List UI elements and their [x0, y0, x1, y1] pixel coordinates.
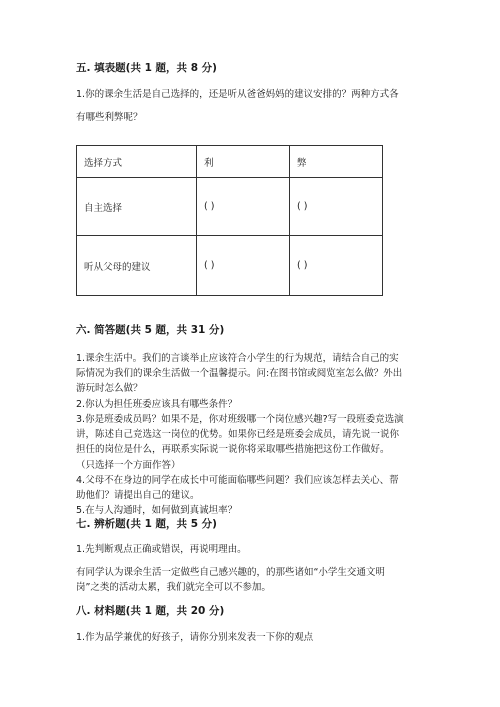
question-line: 5.在与人沟通时，如何做到真诚坦率？ [76, 505, 238, 516]
question-line: 游玩时怎么做？ [76, 383, 143, 394]
statement-line: 有同学认为课余生活一定做些自己感兴趣的，的那些诸如“小学生交通文明 [76, 567, 385, 578]
table-cell: 听从父母的建议 [77, 236, 197, 296]
table-cell: 自主选择 [77, 178, 197, 236]
answer-blank: ( ) [290, 178, 383, 236]
pros-cons-table [76, 145, 383, 296]
answer-blank: ( ) [290, 236, 383, 296]
question-line: 担任的岗位是什么，再联系实际说一说你将采取哪些措施把这份工作做好。 [76, 444, 390, 455]
table-header-cell: 利 [197, 146, 290, 178]
question-line: 讲，陈述自己竞选这一岗位的优势。如果你已经是班委会成员，请先说一说你 [76, 429, 400, 440]
section-5-heading: 五. 填表题(共 1 题，共 8 分) [76, 62, 217, 74]
table-header-cell: 选择方式 [77, 146, 197, 178]
question-line: 2.你认为担任班委应该具有哪些条件？ [76, 399, 238, 410]
section-7-heading: 七. 辨析题(共 1 题，共 5 分) [76, 518, 217, 530]
question-line: 1.作为品学兼优的好孩子，请你分别来发表一下你的观点 [76, 632, 314, 643]
question-line: 有哪些利弊呢？ [76, 112, 143, 123]
instruction-line: 1.先判断观点正确或错误，再说明理由。 [76, 544, 247, 555]
section-6-heading: 六. 简答题(共 5 题，共 31 分) [76, 324, 225, 336]
question-line: 际情况为我们的课余生活做一个温馨提示。问:在图书馆或阅览室怎么做？外出 [76, 368, 403, 379]
answer-blank: ( ) [197, 236, 290, 296]
question-line: 助他们？请提出自己的建议。 [76, 490, 200, 501]
question-line: 1.你的课余生活是自己选择的，还是听从爸爸妈妈的建议安排的？两种方式各 [76, 89, 399, 100]
table-row [77, 236, 383, 296]
section-8-heading: 八. 材料题(共 1 题，共 20 分) [76, 605, 225, 617]
question-line: 4.父母不在身边的同学在成长中可能面临哪些问题？我们应该怎样去关心、帮 [76, 475, 399, 486]
answer-blank: ( ) [197, 178, 290, 236]
table-row [77, 178, 383, 236]
statement-line: 岗”之类的活动太累，我们就完全可以不参加。 [76, 582, 271, 593]
table-header-row [77, 146, 383, 178]
question-line: 3.你是班委成员吗？如果不是，你对班级哪一个岗位感兴趣?写一段班委竞选演 [76, 414, 404, 425]
question-line: （只选择一个方面作答） [76, 460, 181, 471]
question-line: 1.课余生活中。我们的言谈举止应该符合小学生的行为规范，请结合自己的实 [76, 353, 399, 364]
table-header-cell: 弊 [290, 146, 383, 178]
